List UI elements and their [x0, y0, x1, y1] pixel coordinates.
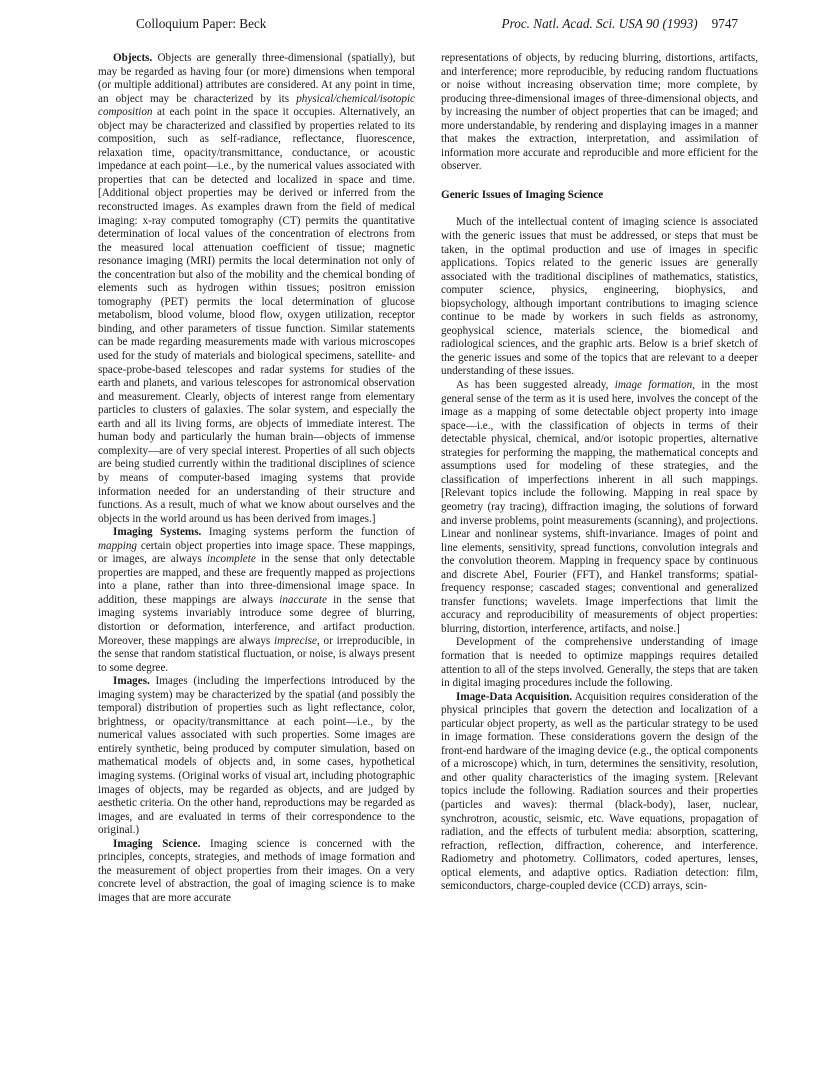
- text-run: certain object properties into image space. These mappings, or images, are always: [98, 539, 415, 566]
- text-run: Acquisition requires consideration of the physical principles that govern the detection and localization of a particular object property, as well as the particular strategy to be used in image formation. These considerations govern the design of the front-end hardware of the imaging device (e.g., the optical components of a microscope) which, in turn, determines the sensitivity, resolution, and other quality characteristics of the imaging system. [Relevant topics include the following. Radiation sources and their properties (particles and waves): thermal (black-body), laser, nuclear, synchrotron, acoustic, seismic, etc. Wave equations, propagation of radiation, and the effects of turbulent media: absorption, scattering, refraction, reflection, diffraction, coherence, and interference. Radiometry and photometry. Collimators, coded apertures, lenses, optical elements, and adaptive optics. Radiation detection: film, semiconductors, charge-coupled device (CCD) arrays, scin-: [441, 690, 758, 893]
- run-in-heading-acquisition: Image-Data Acquisition.: [456, 690, 573, 703]
- emphasis: incomplete: [206, 553, 256, 566]
- paragraph-imaging-science: [98, 838, 415, 906]
- text-run: , in the most general sense of the term as it is used here, involves the concept of the image as a mapping of some detectable object property into image space—i.e., with the classification of objects in terms of their detectable physical, chemical, and/or isotopic properties, alternative strategies for performing the mapping, the mathematical concepts and assumptions used for modeling of these strategies, and the classification of imperfections inherent in all such mappings. [Relevant topics include the following. Mapping in real space by geometry (ray tracing), diffraction imaging, the solutions of forward and inverse problems, point measurements (scanning), and projections. Linear and nonlinear systems, shift-invariance. Images of point and line elements, sensitivity, spread functions, convolution integrals and the convolution theorem. Mapping in frequency space by continuous and discrete Abel, Fourier (FFT), and Hankel transforms; spatial-frequency response; cascaded stages; conventional and generalized transfer functions; wavelets. Image imperfections that limit the accuracy and reproducibility of measurements of object properties: blurring, distortion, interference, artifacts, and noise.]: [441, 379, 758, 635]
- section-heading-generic-issues: Generic Issues of Imaging Science: [441, 188, 604, 201]
- paragraph-objects: [98, 52, 415, 526]
- journal-citation: Proc. Natl. Acad. Sci. USA 90 (1993): [501, 16, 698, 31]
- page-number: 9747: [711, 16, 738, 31]
- paragraph-imaging-systems: [98, 526, 415, 675]
- running-head-journal: [502, 16, 738, 32]
- text-run: in the sense that imaging systems invariably introduce some degree of blurring, distortion or deformation, interference, and artifact production. Moreover, these mappings are always: [98, 593, 415, 647]
- text-run: at each point in the space it occupies. Alternatively, an object may be characterized and classified by properties related to its composition, such as self-radiance, reflectance, fluorescence, relaxation time, opacity/transmittance, conductance, or acoustic impedance at each point—i.e., by the numerical values associated with properties that can be detected and localized in space and time. [Additional object properties may be derived or inferred from the reconstructed images. As examples drawn from the field of medical imaging: x-ray computed tomography (CT) permits the quantitative determination of local values of the concentration of electrons from the measured local attenuation coefficient of tissue; magnetic resonance imaging (MRI) permits the local determination not only of the concentration but also of the mobility and the chemical bonding of elements such as hydrogen within tissues; positron emission tomography (PET) permits the local determination of glucose metabolism, blood volume, blood flow, oxygen utilization, receptor binding, and other parameters of tissue function. Similar statements can be made regarding measurements made with various microscopes used for the study of materials and biological specimens, satellite- and space-probe-based telescopes and radar systems for studies of the earth and planets, and various telescopes for astronomical observation and measurement. Clearly, objects of interest range from elementary particles to clusters of galaxies. The solar system, and especially the earth and all its living forms, are objects of immediate interest. The human body and particularly the human brain—objects of immense complexity—are of very special interest. Properties of all such objects are being studied currently within the traditional disciplines of science by means of computer-based imaging systems that provide information needed for an understanding of their structure and functions. As a result, much of what we know about ourselves and the objects in the world around us has been derived from images.]: [98, 106, 415, 525]
- text-run: As has been suggested already,: [456, 379, 615, 392]
- run-in-heading-imaging-science: Imaging Science.: [113, 837, 201, 850]
- run-in-heading-objects: Objects.: [113, 52, 153, 64]
- paragraph-continuation: representations of objects, by reducing blurring, distortions, artifacts, and interference; more reproducible, by reducing random fluctuations or noise without increasing observation time; more complete, by producing three-dimensional images of three-dimensional objects, and by increasing the number of object properties that can be imaged; and more understandable, by rendering and displaying images in a manner that makes the extraction, interpretation, and assimilation of information more accurate and reproducible and more efficient for the observer.: [441, 52, 758, 173]
- paragraph-generic-issues: Much of the intellectual content of imaging science is associated with the generic issues that must be addressed, or steps that must be taken, in the optimal production and use of images in specific applications. Topics related to the generic issues are generally associated with the traditional disciplines of mathematics, statistics, computer science, physics, engineering, biophysics, and biopsychology, although important contributions to imaging science continue to be made by workers in such fields as astronomy, geophysical science, materials science, the biomedical and radiological sciences, and the graphic arts. Below is a brief sketch of the generic issues and some of the topics that are relevant to a deeper understanding of these issues.: [441, 216, 758, 378]
- paragraph-image-data-acquisition: [441, 691, 758, 894]
- text-run: Objects are generally three-dimensional (spatially), but may be regarded as having four (or more) dimensions when temporal (or multiple additional) attributes are considered. At any point in time, an object may be characterized by its: [98, 52, 415, 105]
- right-column: [441, 52, 758, 894]
- text-run: Imaging systems perform the function of: [201, 526, 415, 539]
- emphasis: inaccurate: [279, 593, 327, 606]
- emphasis: mapping: [98, 539, 137, 552]
- running-head-author: Colloquium Paper: Beck: [136, 16, 267, 31]
- emphasis: imprecise: [274, 634, 317, 647]
- left-column: [98, 52, 415, 905]
- paragraph-image-formation: [441, 379, 758, 636]
- text-run: Imaging science is concerned with the principles, concepts, strategies, and methods of image formation and the measurement of object properties from their images. On a very concrete level of abstraction, the goal of imaging science is to make images that are more accurate: [98, 837, 415, 904]
- emphasis: image formation: [614, 379, 693, 392]
- text-run: , or irreproducible, in the sense that random statistical fluctuation, or noise, is always present to some degree.: [98, 634, 415, 674]
- run-in-heading-imaging-systems: Imaging Systems.: [113, 526, 202, 539]
- page-header: [136, 16, 738, 36]
- text-run: Images (including the imperfections introduced by the imaging system) may be characterized by the spatial (and possibly the temporal) distribution of properties such as light reflectance, color, brightness, or opacity/transmittance at each point—i.e., by the numerical values associated with such properties. Some images are entirely synthetic, being produced by computer simulation, based on mathematical models of objects and, in some cases, hypothetical imaging systems. (Original works of visual art, including photographic images of objects, may be regarded as objects, and are judged by aesthetic criteria. On the other hand, reproductions may be regarded as images, and are evaluated in terms of their correspondence to the original.): [98, 675, 415, 837]
- text-run: in the sense that only detectable properties are mapped, and these are frequently mapped as projections into a plane, rather than into three-dimensional image space. In addition, these mappings are always: [98, 553, 415, 606]
- run-in-heading-images: Images.: [113, 675, 150, 688]
- emphasis: physical/chemical/isotopic composition: [98, 92, 415, 119]
- paragraph-development: Development of the comprehensive understanding of image formation that is needed to optimize mappings requires detailed attention to all of the steps involved. Generally, the steps that are taken in digital imaging procedures include the following.: [441, 636, 758, 690]
- paragraph-images: [98, 675, 415, 838]
